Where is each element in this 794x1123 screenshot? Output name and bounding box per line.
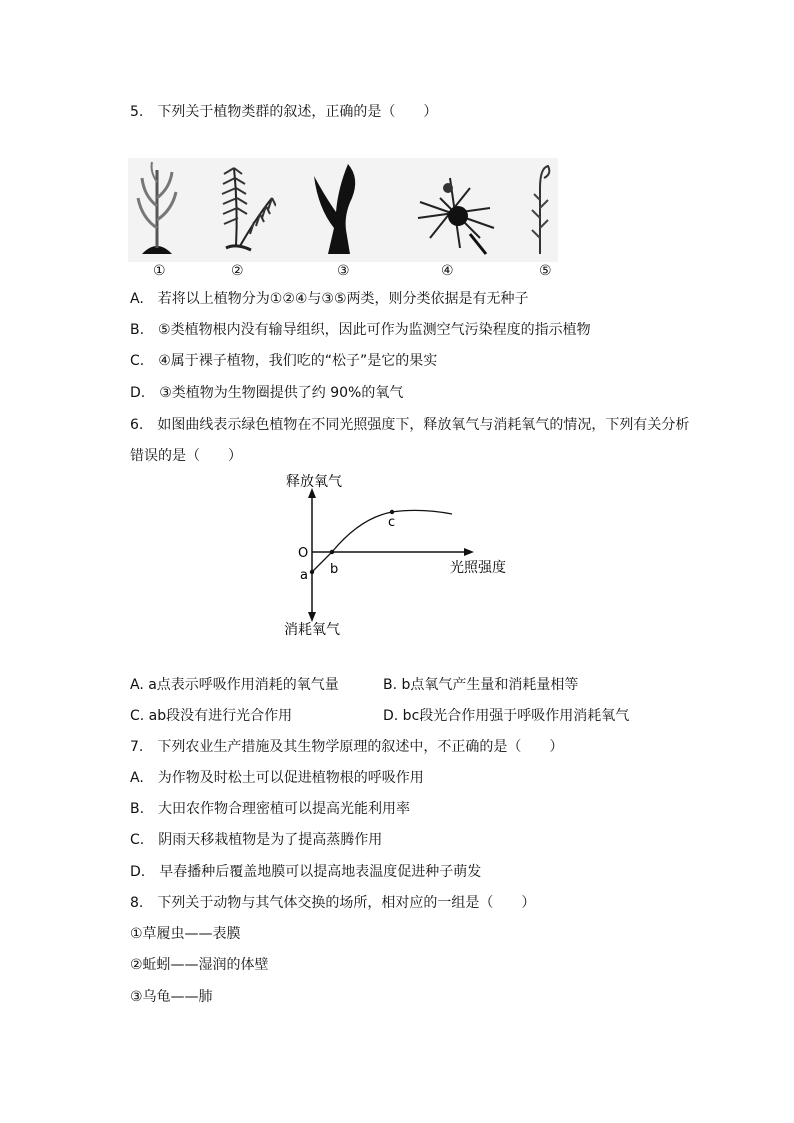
question-6-option-c: C. ab段没有进行光合作用 <box>130 708 293 724</box>
point-b-marker <box>330 550 334 554</box>
question-7-option-d: D. 早春播种后覆盖地膜可以提高地表温度促进种子萌发 <box>130 864 482 880</box>
question-5-option-c: C. ④属于裸子植物，我们吃的“松子”是它的果实 <box>130 353 438 369</box>
fern-plant-image <box>206 158 276 258</box>
x-axis-arrow <box>464 548 474 556</box>
question-6-option-d: D. bc段光合作用强于呼吸作用消耗氧气 <box>383 708 630 724</box>
corn-plant-image <box>132 158 182 258</box>
oxygen-light-chart <box>270 466 530 646</box>
point-c-label: c <box>388 515 396 530</box>
figure-label-5: ⑤ <box>539 263 552 279</box>
question-5-option-b: B. ⑤类植物根内没有输导组织，因此可作为监测空气污染程度的指示植物 <box>130 322 591 338</box>
point-c-marker <box>390 510 394 514</box>
question-7-option-b: B. 大田农作物合理密植可以提高光能利用率 <box>130 801 411 817</box>
figure-label-1: ① <box>153 263 166 279</box>
question-8-item-3: ③乌龟——肺 <box>130 989 213 1005</box>
question-5-option-a: A. 若将以上植物分为①②④与③⑤两类，则分类依据是有无种子 <box>130 291 529 307</box>
moss-plant-image <box>526 158 556 258</box>
question-6-option-a: A. a点表示呼吸作用消耗的氧气量 <box>130 677 339 693</box>
question-8-item-2: ②蚯蚓——湿润的体壁 <box>130 957 269 973</box>
question-6-option-b: B. b点氧气产生量和消耗量相等 <box>383 677 579 693</box>
question-6-stem-line1: 6. 如图曲线表示绿色植物在不同光照强度下，释放氧气与消耗氧气的情况，下列有关分析 <box>130 417 690 433</box>
question-8-item-1: ①草履虫——表膜 <box>130 926 241 942</box>
question-7-stem: 7. 下列农业生产措施及其生物学原理的叙述中，不正确的是（ ） <box>130 739 564 755</box>
figure-label-4: ④ <box>441 263 454 279</box>
figure-label-3: ③ <box>337 263 350 279</box>
y-axis-label-consume: 消耗氧气 <box>284 622 340 638</box>
question-5-option-d: D. ③类植物为生物圈提供了约 90%的氧气 <box>130 385 404 401</box>
x-axis-label: 光照强度 <box>450 560 506 576</box>
pine-plant-image <box>410 158 500 258</box>
question-7-option-c: C. 阴雨天移栽植物是为了提高蒸腾作用 <box>130 832 383 848</box>
point-b-label: b <box>330 562 339 577</box>
y-axis-label-release: 释放氧气 <box>286 474 342 490</box>
point-a-label: a <box>300 568 308 583</box>
figure-label-2: ② <box>231 263 244 279</box>
question-8-stem: 8. 下列关于动物与其气体交换的场所，相对应的一组是（ ） <box>130 895 536 911</box>
y-axis-arrow-down <box>308 612 316 622</box>
question-5-stem: 5. 下列关于植物类群的叙述，正确的是（ ） <box>130 104 438 120</box>
algae-plant-image <box>308 158 368 258</box>
point-a-marker <box>310 570 314 574</box>
origin-label: O <box>298 546 309 561</box>
question-7-option-a: A. 为作物及时松土可以促进植物根的呼吸作用 <box>130 770 424 786</box>
plant-figure <box>128 158 558 262</box>
question-6-stem-line2: 错误的是（ ） <box>130 448 242 464</box>
